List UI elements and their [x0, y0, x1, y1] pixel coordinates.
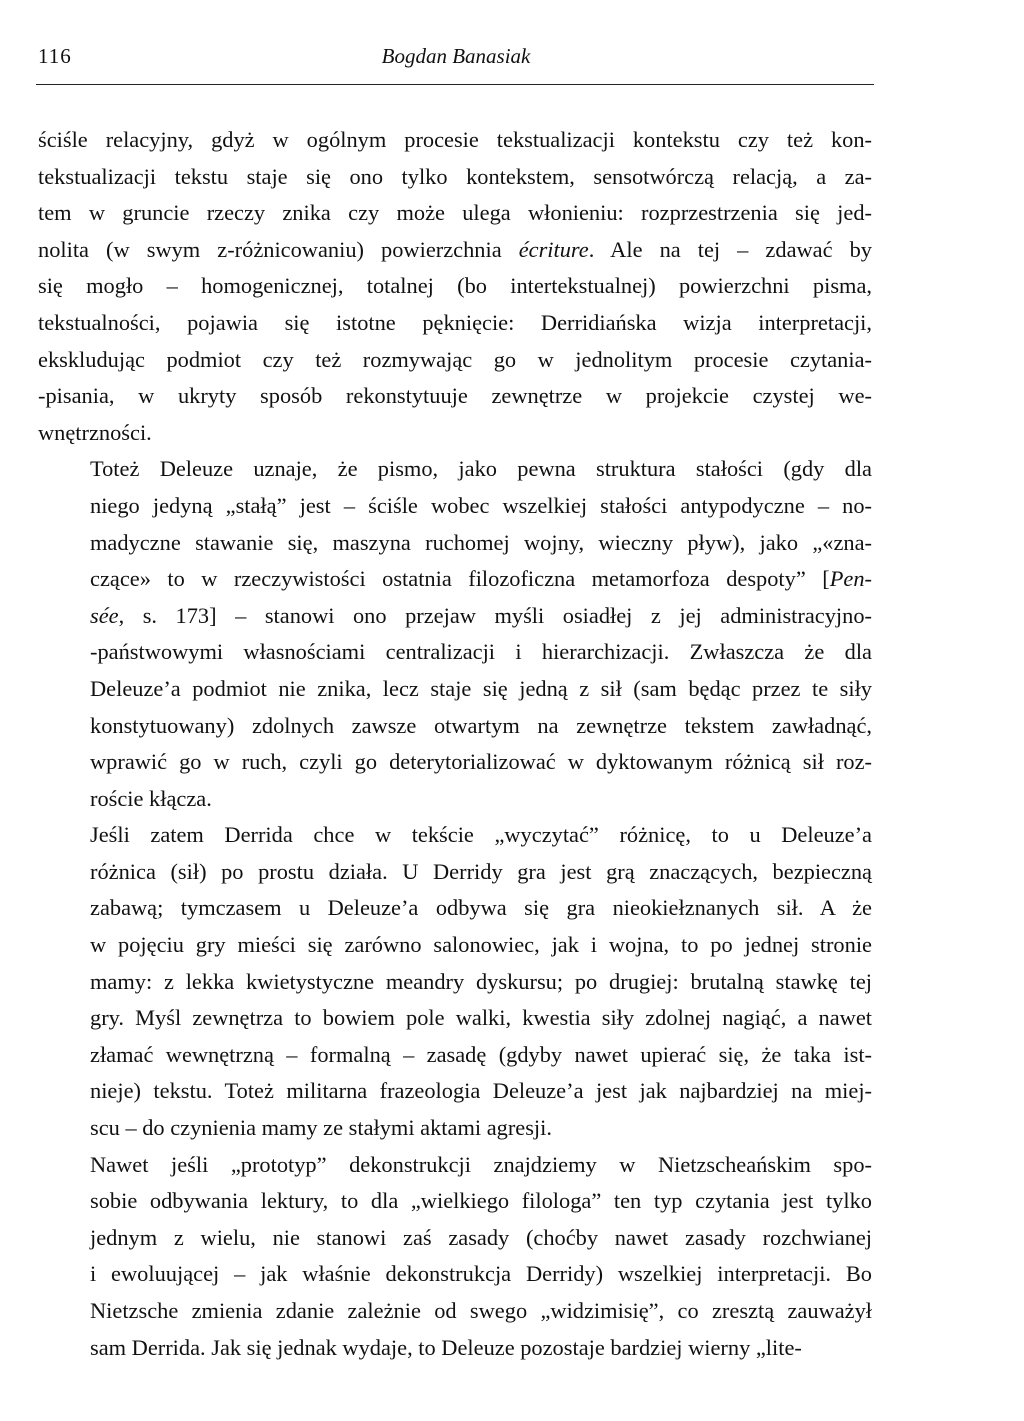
- text-line: Jeśli zatem Derrida chce w tekście „wyczytać” różnicę, to u Deleuze’a: [90, 822, 872, 848]
- text-line: w pojęciu gry mieści się zarówno salonowiec, jak i wojna, to po jednej stronie: [90, 932, 872, 958]
- text-line: wprawić go w ruch, czyli go deterytorializować w dyktowanym różnicą sił roz-: [90, 749, 872, 775]
- text-line: -państwowymi własnościami centralizacji i hierarchizacji. Zwłaszcza że dla: [90, 639, 872, 665]
- text-line: Toteż Deleuze uznaje, że pismo, jako pewna struktura stałości (gdy dla: [90, 456, 872, 482]
- text-line: jednym z wielu, nie stanowi zaś zasady (choćby nawet zasady rozchwianej: [90, 1224, 872, 1250]
- text-line: i ewoluującej – jak właśnie dekonstrukcja Derridy) wszelkiej interpretacji. Bo: [90, 1261, 872, 1287]
- text-line: Nawet jeśli „prototyp” dekonstrukcji znajdziemy w Nietzscheańskim spo-: [90, 1151, 872, 1177]
- text-line: mamy: z lekka kwietystyczne meandry dyskursu; po drugiej: brutalną stawkę tej: [90, 968, 872, 994]
- running-title-author: Bogdan Banasiak: [381, 44, 531, 68]
- text-line: sobie odbywania lektury, to dla „wielkiego filologa” ten typ czytania jest tylko: [90, 1188, 872, 1214]
- text-line: czące» to w rzeczywistości ostatnia filozoficzna metamorfoza despoty” [Pen-: [90, 566, 872, 592]
- paragraph: [38, 122, 872, 451]
- header-rule: [36, 84, 874, 85]
- text-line: gry. Myśl zewnętrza to bowiem pole walki, kwestia siły zdolnej nagiąć, a nawet: [90, 1005, 872, 1031]
- text-line: scu – do czynienia mamy ze stałymi aktami agresji.: [90, 1115, 552, 1141]
- text-line: się mogło – homogenicznej, totalnej (bo intertekstualnej) powierzchni pisma,: [38, 273, 872, 299]
- text-line: Nietzsche zmienia zdanie zależnie od swego „widzimisię”, co zresztą zauważył: [90, 1298, 872, 1323]
- text-line: różnica (sił) po prostu działa. U Derridy gra jest grą znaczących, bezpieczną: [90, 858, 872, 884]
- text-line: sée, s. 173] – stanowi ono przejaw myśli osiadłej z jej administracyjno-: [90, 602, 872, 628]
- text-line: -pisania, w ukryty sposób rekonstytuuje zewnętrze w projekcie czystej we-: [38, 383, 872, 409]
- paragraph: [38, 1147, 872, 1367]
- page-number: 116: [38, 44, 72, 68]
- text-line: Deleuze’a podmiot nie znika, lecz staje się jedną z sił (sam będąc przez te siły: [90, 675, 872, 701]
- text-line: roście kłącza.: [90, 785, 212, 811]
- text-line: niego jedyną „stałą” jest – ściśle wobec wszelkiej stałości antypodyczne – no-: [90, 492, 872, 518]
- text-line: nolita (w swym z-różnicowaniu) powierzchnia écriture. Ale na tej – zdawać by: [38, 236, 872, 262]
- text-line: złamać wewnętrzną – formalną – zasadę (gdyby nawet upierać się, że taka ist-: [90, 1041, 872, 1067]
- text-line: sam Derrida. Jak się jednak wydaje, to Deleuze pozostaje bardziej wierny „lite-: [90, 1334, 802, 1360]
- text-line: konstytuowany) zdolnych zawsze otwartym na zewnętrze tekstem zawładnąć,: [90, 712, 872, 738]
- body-text: [38, 122, 872, 1366]
- text-line: madyczne stawanie się, maszyna ruchomej wojny, wieczny pływ), jako „«zna-: [90, 529, 872, 555]
- text-line: wnętrzności.: [38, 419, 152, 445]
- text-line: ściśle relacyjny, gdyż w ogólnym procesie tekstualizacji kontekstu czy też kon-: [38, 127, 872, 152]
- text-line: nieje) tekstu. Toteż militarna frazeologia Deleuze’a jest jak najbardziej na miej-: [90, 1078, 872, 1104]
- text-line: tem w gruncie rzeczy znika czy może ulega włonieniu: rozprzestrzenia się jed-: [38, 200, 872, 226]
- paragraph: [38, 817, 872, 1146]
- text-line: ekskludując podmiot czy też rozmywając go w jednolitym procesie czytania-: [38, 346, 872, 372]
- text-line: tekstualizacji tekstu staje się ono tylko kontekstem, sensotwórczą relacją, a za-: [38, 163, 872, 189]
- running-head: [38, 44, 874, 76]
- text-line: tekstualności, pojawia się istotne pęknięcie: Derridiańska wizja interpretacji,: [38, 309, 872, 335]
- paragraph: [38, 451, 872, 817]
- text-line: zabawą; tymczasem u Deleuze’a odbywa się gra nieokiełznanych sił. A że: [90, 895, 872, 921]
